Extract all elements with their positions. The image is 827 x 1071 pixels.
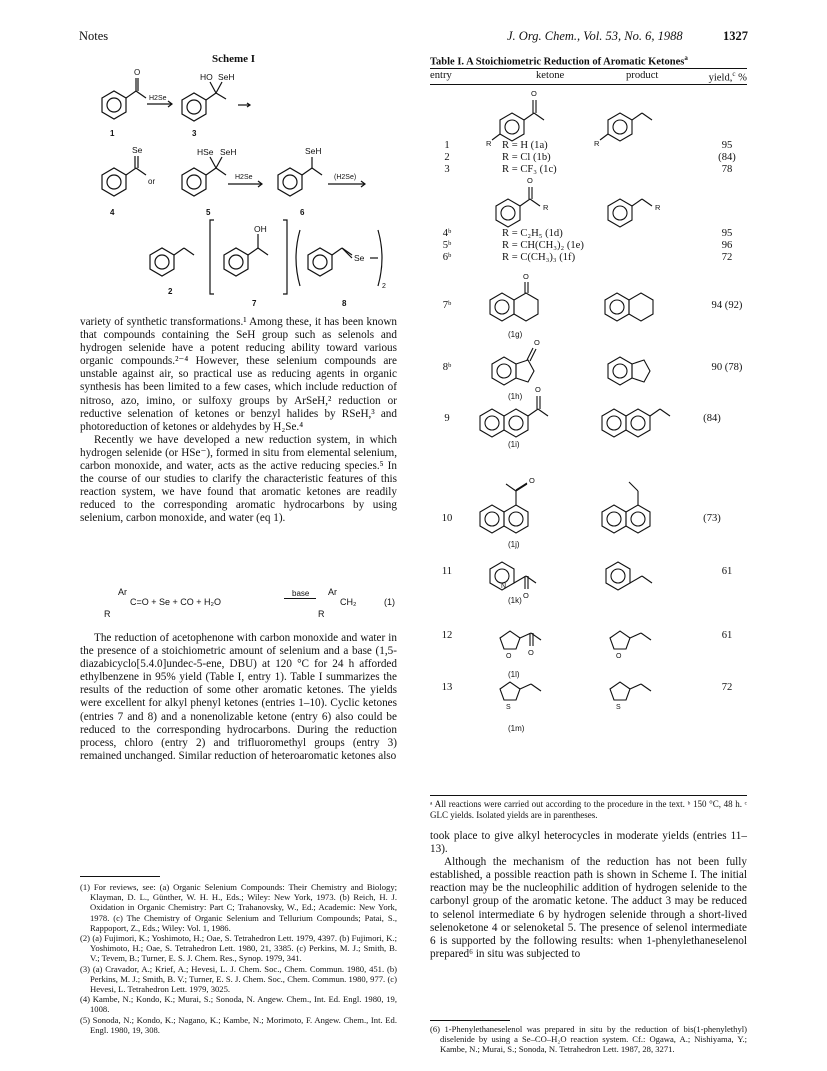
table-row: 1 R = H (1a) 95 [444, 140, 733, 151]
struct-r-4: R [655, 203, 661, 212]
table-row: 4ᵇ R = C₂H₅ (1d) 95 [442, 228, 733, 239]
compound-2-structure [150, 248, 194, 276]
table-row: 12 (1l) 61 [441, 630, 733, 679]
right-body [430, 830, 747, 961]
struct-o-9: O [528, 648, 534, 657]
table-top-rule [430, 68, 747, 69]
paragraph-1: variety of synthetic transformations.¹ Among these, it has been known that compounds containing the SeH group such as selenols and hydrogen selenide have a potent reducing ability toward various organic compounds.²⁻⁴ However, these selenium compounds are unstable against air, so practical use as reducing agents in organic synthesis has been limited to a few cases, which include reduction of nitroso, azo, imino, or sulfoxy groups by ArSeH,² reduction or reductive selenation of ketones or benzyl halides by RSeH,³ and photoreduction of ketones or aldehydes by H₂Se.⁴ [80, 316, 397, 433]
compound-8-structure [308, 248, 378, 276]
header-yield: yield,$^c$ % [708, 70, 747, 84]
compound-5-structure [182, 157, 226, 196]
group-se-8: Se [354, 253, 365, 263]
group-oh: OH [254, 224, 267, 234]
table-footnote: ᵃ All reactions were carried out according to the procedure in the text. ᵇ 150 °C, 48 h. ᶜ GLC yields. Isolated yields are in parentheses. [430, 799, 747, 820]
table-header [430, 70, 747, 84]
struct-o-2: O [527, 176, 533, 185]
footnote-rule-right [430, 1020, 510, 1021]
paragraph-2: Recently we have developed a new reduction system, in which hydrogen selenide (or HSe⁻), formed in situ from elemental selenium, carbon monoxide, and water, acts as the active reducing species.⁵ In the course of our studies to clarify the characteristic features of this reaction system, we have found that aromatic ketones are readily reduced to the corresponding aromatic hydrocarbons by using selenium, carbon monoxide, and water (eq 1). [80, 433, 397, 525]
table-title: Table I. A Stoichiometric Reduction of Aromatic Ketones$^a$ [430, 54, 688, 68]
table-row: 3 R = CF₃ (1c) 78 [444, 164, 733, 175]
reagent-3: (H2Se) [334, 174, 357, 181]
label-7: 7 [252, 299, 257, 308]
header-product: product [626, 70, 659, 81]
struct-o-5: O [535, 385, 541, 394]
table-row: 11 (1k) 61 [441, 566, 733, 605]
compound-1-structure [102, 78, 146, 119]
footnote-5: (5) Sonoda, N.; Kondo, K.; Nagano, K.; Kambe, N.; Morimoto, F. Angew. Chem., Int. Ed. Engl. 1980, 19, 308. [80, 1014, 397, 1035]
left-body-2 [80, 632, 397, 763]
header-entry: entry [430, 70, 452, 81]
footnote-rule-left [80, 876, 160, 877]
eq-number: (1) [384, 597, 395, 607]
table-header-rule [430, 84, 747, 85]
scheme-diagram [80, 62, 410, 307]
struct-s-2: S [616, 704, 621, 711]
struct-r-2: R [594, 139, 600, 148]
label-8: 8 [342, 299, 347, 308]
subscript-2: 2 [382, 283, 386, 290]
page-number: 1327 [723, 29, 748, 43]
footnote-6: (6) 1-Phenylethaneselenol was prepared in situ by the reduction of bis(1-phenylethyl) diselenide by using a Se–CO–H₂O reaction system. Cf.: Ogawa, A.; Nishiyama, Y.; Kambe, N.; Murai, S.; Sonoda, N. Tetrahedron Lett. 1987, 28, 3271. [430, 1024, 747, 1055]
label-3: 3 [192, 129, 197, 138]
bracket-7-left [210, 220, 214, 294]
header-ketone: ketone [536, 70, 565, 81]
left-footnotes [80, 882, 397, 1035]
table-row: 10 (1j) (73) [441, 513, 721, 549]
or-label: or [148, 177, 156, 186]
right-footnotes [430, 1024, 747, 1055]
struct-o-3: O [523, 272, 529, 281]
group-seh-6: SeH [305, 146, 322, 156]
group-hse: HSe [197, 147, 214, 157]
table-bottom-rule [430, 795, 747, 796]
table-row: 5ᵇ R = CH(CH₃)₂ (1e) 96 [442, 240, 733, 251]
struct-o-4: O [534, 338, 540, 347]
paren-8-right [378, 230, 382, 286]
struct-o-8: O [506, 653, 512, 660]
label-5: 5 [206, 208, 211, 217]
reagent-1: H2Se [149, 95, 167, 102]
group-seh-5: SeH [220, 147, 237, 157]
struct-n-1: N [501, 583, 507, 590]
eq-product: CH₂ [340, 597, 357, 607]
reagent-2: H2Se [235, 174, 253, 181]
table-row: 2 R = Cl (1b) (84) [444, 152, 736, 163]
table-row: 13 (1m) 72 [441, 682, 733, 733]
compound-7-structure [224, 234, 268, 276]
paragraph-4: took place to give alkyl heterocycles in moderate yields (entries 11–13). [430, 830, 747, 856]
group-se-4: Se [132, 145, 143, 155]
left-body-1 [80, 316, 397, 526]
eq-ar-left: Ar [118, 587, 127, 597]
paren-8-left [296, 230, 300, 286]
label-1: 1 [110, 129, 115, 138]
scheme-O-label: O [134, 68, 141, 77]
eq-r-right: R [318, 609, 325, 619]
label-6: 6 [300, 208, 305, 217]
footnote-4: (4) Kambe, N.; Kondo, K.; Murai, S.; Sonoda, N. Angew. Chem., Int. Ed. Engl. 1980, 19, 1008. [80, 994, 397, 1015]
table-row: 6ᵇ R = C(CH₃)₃ (1f) 72 [442, 252, 733, 263]
struct-o-1: O [531, 89, 537, 98]
running-head-section: Notes [79, 29, 109, 43]
group-seh-3: SeH [218, 72, 235, 82]
bracket-7-right [283, 220, 287, 294]
footnote-1: (1) For reviews, see: (a) Organic Selenium Compounds: Their Chemistry and Biology; Klayman, D. L., Günther, W. H. H., Eds.; Wiley: New York, 1973. (b) Reich, H. J. Oxidation in Organic Chemistry: Part C; Trahanovsky, W., Ed.; Academic: New York, 1978. (c) The Chemistry of Organic Selenium and Tellurium Compounds; Patai, S., Rappoport, Z., Eds.; Wiley: Vol. 1, 1986. [80, 882, 397, 933]
compound-3-structure [182, 82, 226, 121]
eq-ar-right: Ar [328, 587, 337, 597]
footnote-3: (3) (a) Cravador, A.; Krief, A.; Hevesi, L. J. Chem. Soc., Chem. Commun. 1980, 451. (b) Perkins, M. J.; Smith, B. V.; Turner, E. S. J. Chem. Soc., Chem. Commun. 1980, 977. (c) Hevesi, L. Tetrahedron Lett. 1979, 3025. [80, 963, 397, 995]
struct-o-10: O [616, 653, 622, 660]
compound-4-structure [102, 156, 146, 196]
paragraph-3: The reduction of acetophenone with carbon monoxide and water in the presence of a stoichiometric amount of selenium and a base (1,5-diazabicyclo[5.4.0]undec-5-ene, DBU) at 120 °C for 24 h afforded ethylbenzene in 95% yield (Table I, entry 1). Table I summarizes the results of the reduction of some other aromatic ketones. The yields were excellent for alkyl phenyl ketones (entries 1–10). Cyclic ketones (entries 7 and 8) and a nonenolizable ketone (entry 6) also could be reduced to the corresponding hydrocarbons. During the reduction process, chloro (entry 2) and trifluoromethyl groups (entry 3) remained unchanged. Similar reduction of heteroaromatic ketones also [80, 632, 397, 762]
table-body [430, 86, 747, 605]
scheme-title: Scheme I [212, 53, 256, 65]
eq-reactants: C=O + Se + CO + H₂O [130, 597, 222, 607]
eq-arrow [284, 598, 316, 599]
struct-r-3: R [543, 203, 549, 212]
struct-o-7: O [523, 591, 529, 600]
table-row: 9 (1i) (84) [444, 413, 721, 449]
table-body-2 [430, 630, 747, 750]
eq-base: base [292, 589, 310, 598]
table-row: 7ᵇ (1g) 94 (92) [442, 300, 743, 339]
eq-r-left: R [104, 609, 111, 619]
label-2: 2 [168, 287, 173, 296]
equation-1 [104, 585, 399, 625]
struct-r-1: R [486, 139, 492, 148]
table-row: 8ᵇ (1h) 90 (78) [442, 362, 743, 401]
running-head-journal: J. Org. Chem., Vol. 53, No. 6, 1988 [507, 29, 683, 43]
group-ho: HO [200, 72, 213, 82]
compound-6-structure [278, 157, 322, 196]
label-4: 4 [110, 208, 115, 217]
struct-s-1: S [506, 704, 511, 711]
paragraph-5: Although the mechanism of the reduction has not been fully established, a possible reaction path is shown in Scheme I. The initial reaction may be the nucleophilic addition of hydrogen selenide to the carbonyl group of the aromatic ketone. The adduct 3 may be reduced to selenol intermediate 6 by hydrogen selenide through a short-lived selenoketone 4 or selenoketal 5. The presence of selenol intermediate 6 is supported by the following results: when 1-phenylethaneselenol prepared⁶ in situ was subjected to [430, 856, 747, 960]
footnote-2: (2) (a) Fujimori, K.; Yoshimoto, H.; Oae, S. Tetrahedron Lett. 1979, 4397. (b) Fujimori, K.; Yoshimoto, H.; Oae, S. Tetrahedron Lett. 1980, 21, 3385. (c) Perkins, M. J.; Smith, B. V.; Tevem, B.; Turner, E. S. J. Chem. Res., Synop. 1979, 341. [80, 933, 397, 964]
struct-o-6: O [529, 476, 535, 485]
